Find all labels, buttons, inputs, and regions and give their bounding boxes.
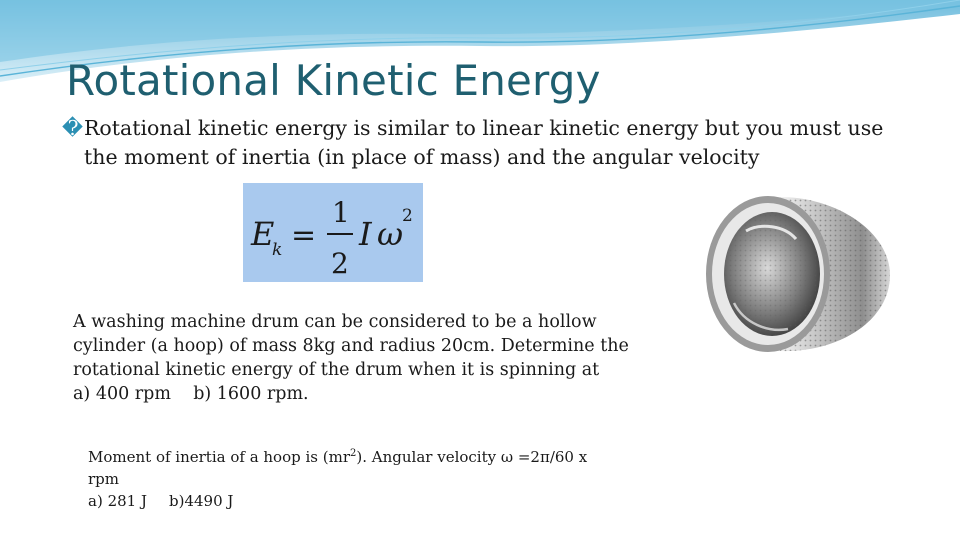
problem-line-2: cylinder (a hoop) of mass 8kg and radius 20cm. Determine the bbox=[73, 336, 629, 356]
hint-line-2: rpm bbox=[88, 470, 119, 488]
answer-a: a) 281 J bbox=[88, 492, 147, 510]
formula-denominator: 2 bbox=[331, 247, 349, 280]
slide-title: Rotational Kinetic Energy bbox=[66, 56, 601, 105]
washing-machine-drum-image bbox=[668, 183, 918, 363]
bullet-line-2: the moment of inertia (in place of mass) and the angular velocity bbox=[84, 145, 760, 169]
hint-line-1-end: ). Angular velocity ω =2π/60 x bbox=[356, 448, 588, 466]
problem-line-4: a) 400 rpm b) 1600 rpm. bbox=[73, 384, 309, 404]
answer-b: b)4490 J bbox=[168, 492, 234, 510]
problem-line-3: rotational kinetic energy of the drum when it is spinning at bbox=[73, 360, 600, 380]
kinetic-energy-formula bbox=[243, 183, 423, 282]
answers-line bbox=[88, 490, 613, 512]
formula-inertia: I bbox=[359, 215, 372, 253]
formula-ek-subscript: k bbox=[272, 240, 283, 260]
problem-line-1: A washing machine drum can be considered to be a hollow bbox=[73, 312, 597, 332]
formula-omega: ω bbox=[377, 215, 404, 253]
washing-machine-drum-icon bbox=[668, 183, 918, 363]
bullet-text bbox=[62, 114, 922, 172]
hint-line-1-start: Moment of inertia of a hoop is (mr bbox=[88, 448, 351, 466]
bullet-line-1: Rotational kinetic energy is similar to linear kinetic energy but you must use bbox=[84, 116, 884, 140]
bullet-marker: � bbox=[62, 116, 84, 140]
formula-power: 2 bbox=[402, 206, 413, 226]
formula-numerator: 1 bbox=[332, 196, 350, 229]
hint-line-1 bbox=[88, 443, 613, 468]
hint-block bbox=[88, 443, 613, 512]
formula-equals: = bbox=[291, 218, 317, 253]
formula-box bbox=[243, 183, 423, 282]
problem-statement bbox=[73, 310, 633, 406]
hint-superscript: 2 bbox=[350, 448, 357, 459]
formula-ek: E bbox=[251, 215, 275, 253]
